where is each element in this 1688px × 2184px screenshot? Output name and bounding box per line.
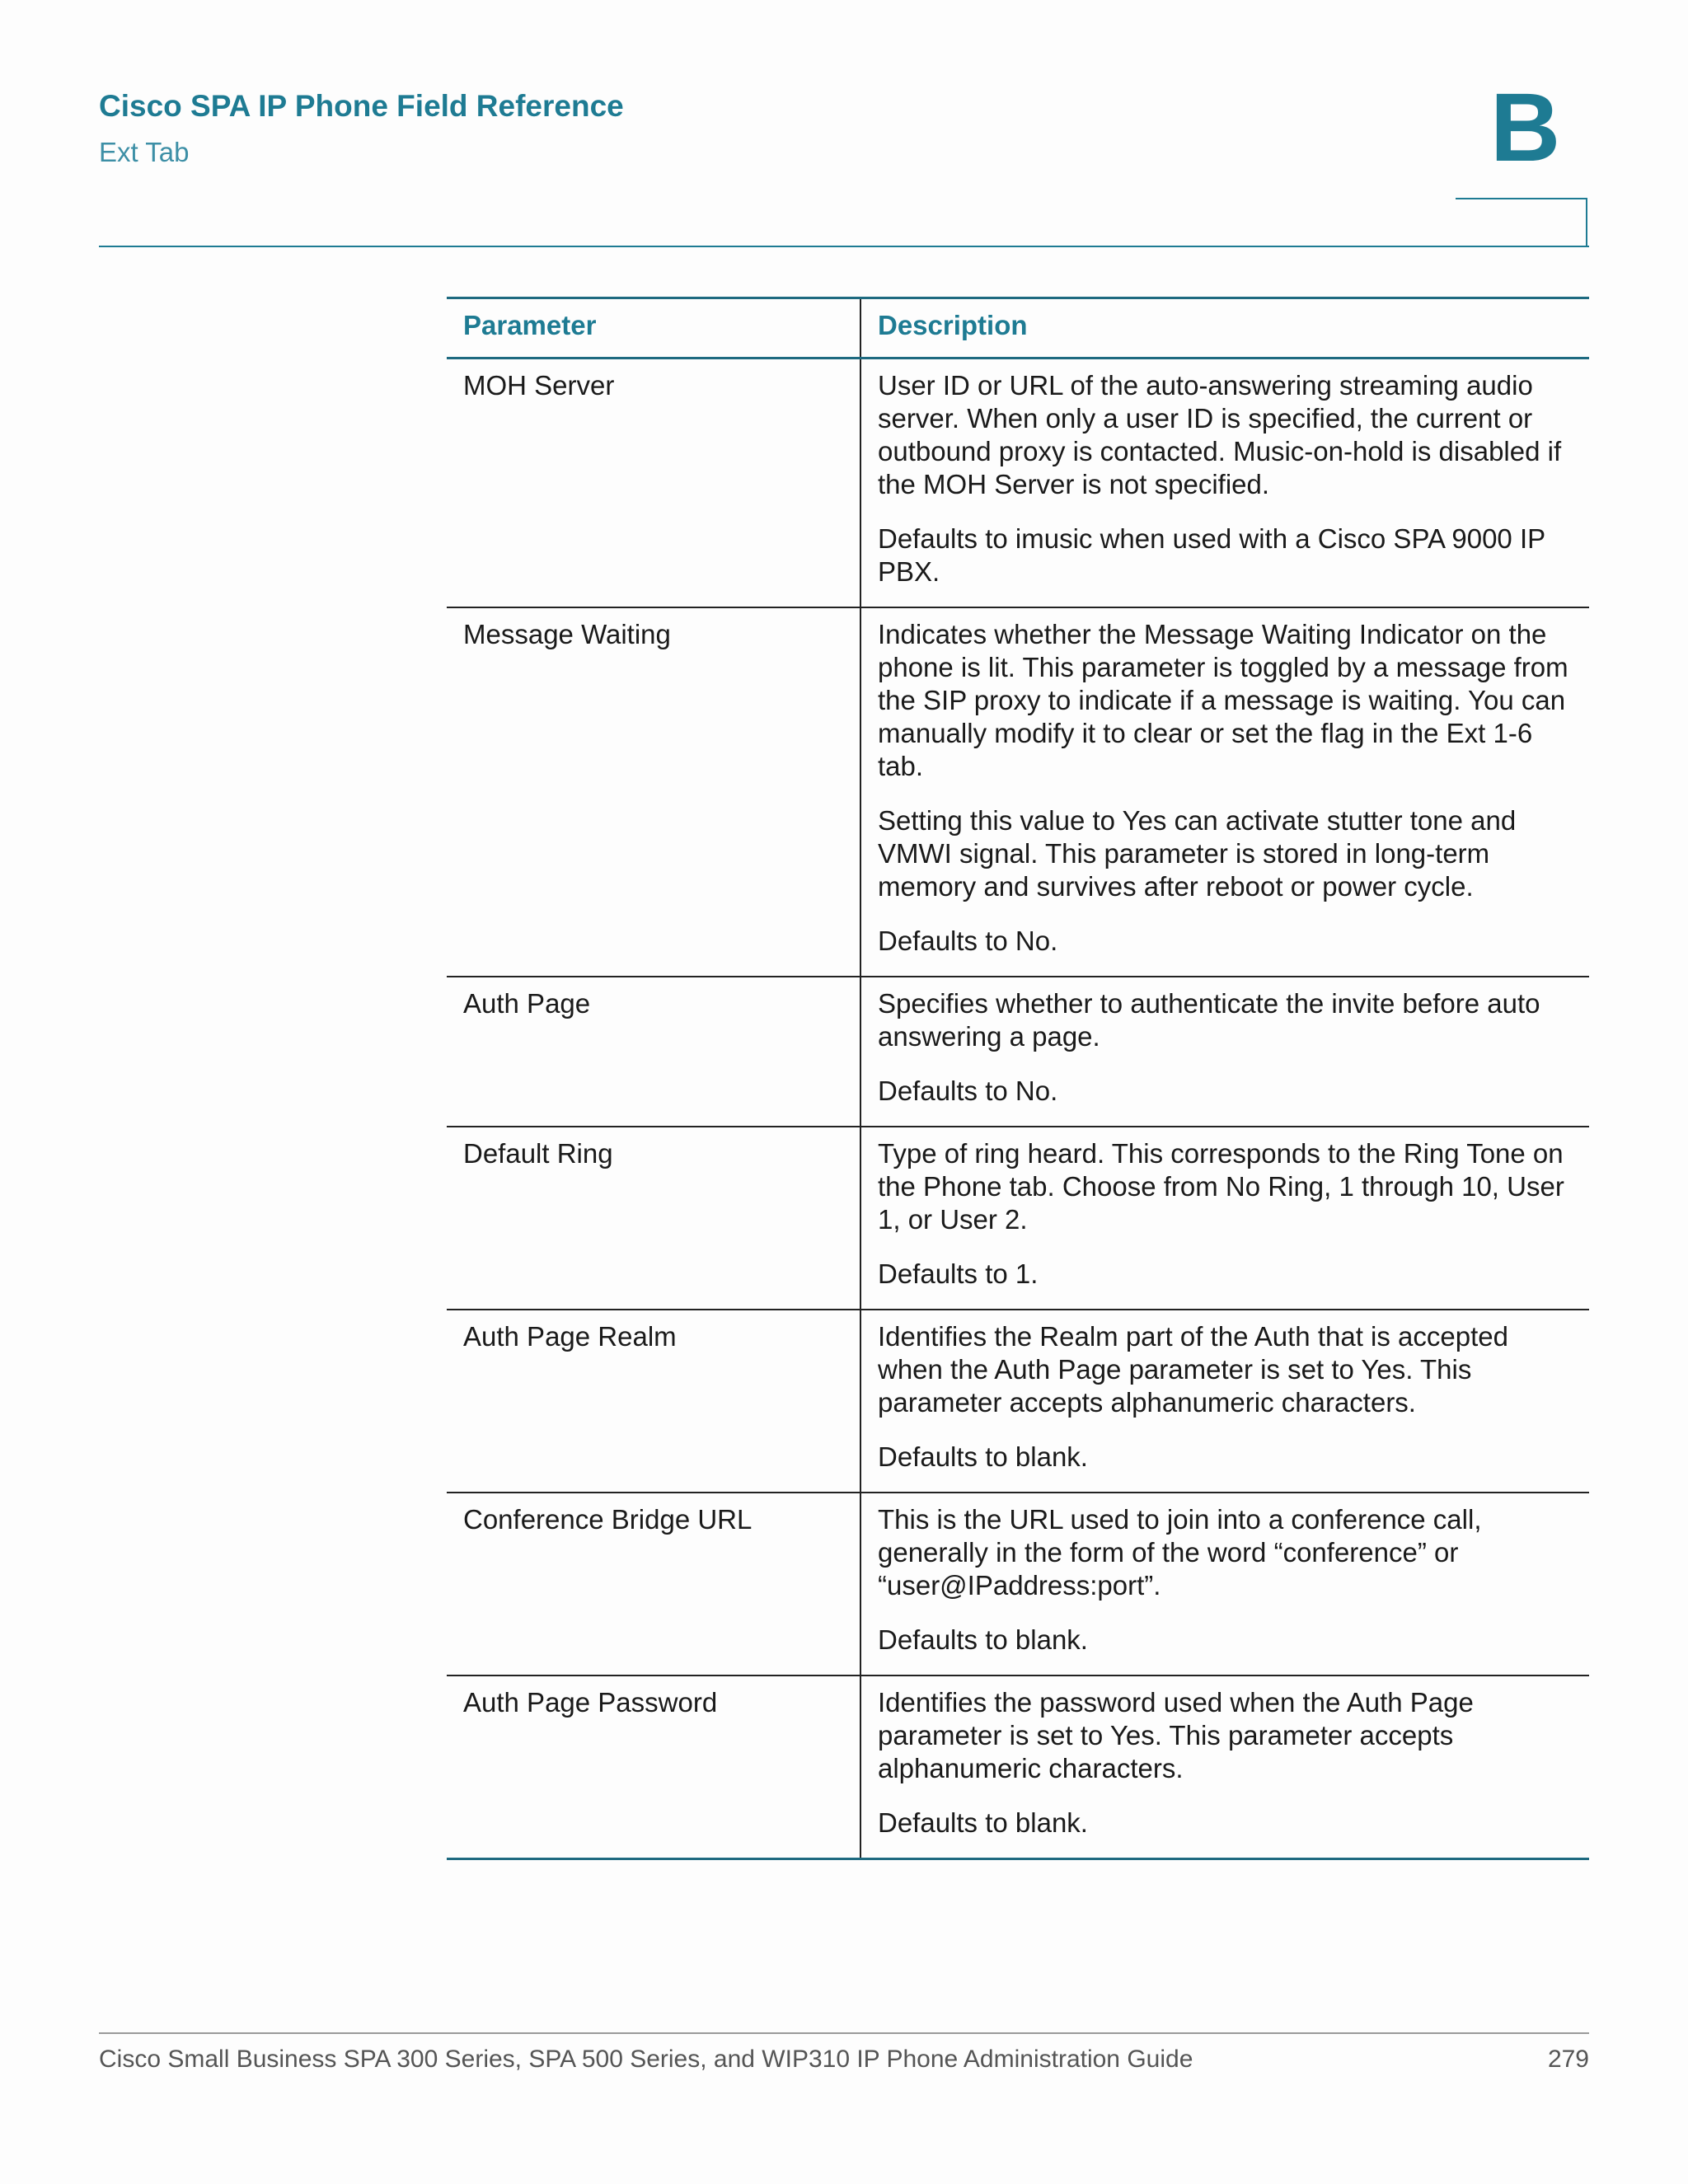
table-header-row: [447, 298, 1589, 359]
table-row: [447, 1310, 1589, 1493]
description-paragraph: Defaults to blank.: [878, 1624, 1088, 1655]
parameter-description: [860, 1310, 1589, 1493]
header-divider: [99, 246, 1589, 247]
description-paragraph: Defaults to No.: [878, 925, 1058, 956]
description-paragraph: Defaults to 1.: [878, 1258, 1039, 1289]
description-paragraph: Setting this value to Yes can activate stutter tone and VMWI signal. This parameter is stored in long-term memory and survives after reboot or power cycle.: [878, 804, 1517, 902]
parameter-name: Message Waiting: [447, 607, 860, 977]
section-subtitle: Ext Tab: [99, 137, 190, 167]
description-paragraph: Specifies whether to authenticate the invite before auto answering a page.: [878, 987, 1540, 1052]
description-paragraph: Defaults to blank.: [878, 1807, 1088, 1838]
description-paragraph: Defaults to blank.: [878, 1441, 1088, 1472]
parameter-name: Auth Page Realm: [447, 1310, 860, 1493]
column-header-parameter: Parameter: [447, 298, 860, 359]
parameter-name: Conference Bridge URL: [447, 1493, 860, 1675]
table-row: [447, 1127, 1589, 1310]
parameter-description: [860, 1493, 1589, 1675]
footer-divider: [99, 2032, 1589, 2034]
appendix-tab-marker: [1456, 198, 1587, 246]
parameter-name: MOH Server: [447, 358, 860, 607]
table-body: [447, 358, 1589, 1858]
chapter-title: Cisco SPA IP Phone Field Reference: [99, 89, 624, 123]
column-header-description: Description: [860, 298, 1589, 359]
description-paragraph: This is the URL used to join into a conference call, generally in the form of the word “conference” or “user@IPaddress:port”.: [878, 1503, 1482, 1601]
parameter-table: [447, 297, 1589, 1860]
table-row: [447, 607, 1589, 977]
description-paragraph: Identifies the password used when the Auth Page parameter is set to Yes. This parameter accepts alphanumeric characters.: [878, 1686, 1474, 1783]
parameter-description: [860, 1127, 1589, 1310]
appendix-letter: B: [1490, 73, 1561, 182]
parameter-description: [860, 977, 1589, 1127]
parameter-name: Auth Page: [447, 977, 860, 1127]
table-row: [447, 358, 1589, 607]
description-paragraph: Identifies the Realm part of the Auth that is accepted when the Auth Page parameter is set to Yes. This parameter accepts alphanumeric characters.: [878, 1320, 1508, 1418]
description-paragraph: Indicates whether the Message Waiting Indicator on the phone is lit. This parameter is toggled by a message from the SIP proxy to indicate if a message is waiting. You can manually modify it to clear or set the flag in the Ext 1-6 tab.: [878, 618, 1568, 781]
parameter-name: Default Ring: [447, 1127, 860, 1310]
description-paragraph: Type of ring heard. This corresponds to the Ring Tone on the Phone tab. Choose from No Ring, 1 through 10, User 1, or User 2.: [878, 1137, 1564, 1235]
parameter-description: [860, 607, 1589, 977]
table-row: [447, 1675, 1589, 1859]
parameter-description: [860, 358, 1589, 607]
table-row: [447, 1493, 1589, 1675]
page-number: 279: [1547, 2046, 1589, 2073]
description-paragraph: Defaults to No.: [878, 1075, 1058, 1106]
parameter-name: Auth Page Password: [447, 1675, 860, 1859]
table-row: [447, 977, 1589, 1127]
footer-text: Cisco Small Business SPA 300 Series, SPA 500 Series, and WIP310 IP Phone Administration Guide: [99, 2046, 1193, 2073]
description-paragraph: Defaults to imusic when used with a Cisco SPA 9000 IP PBX.: [878, 523, 1545, 587]
description-paragraph: User ID or URL of the auto-answering streaming audio server. When only a user ID is specified, the current or outbound proxy is contacted. Music-on-hold is disabled if the MOH Server is not specified.: [878, 369, 1562, 499]
parameter-description: [860, 1675, 1589, 1859]
